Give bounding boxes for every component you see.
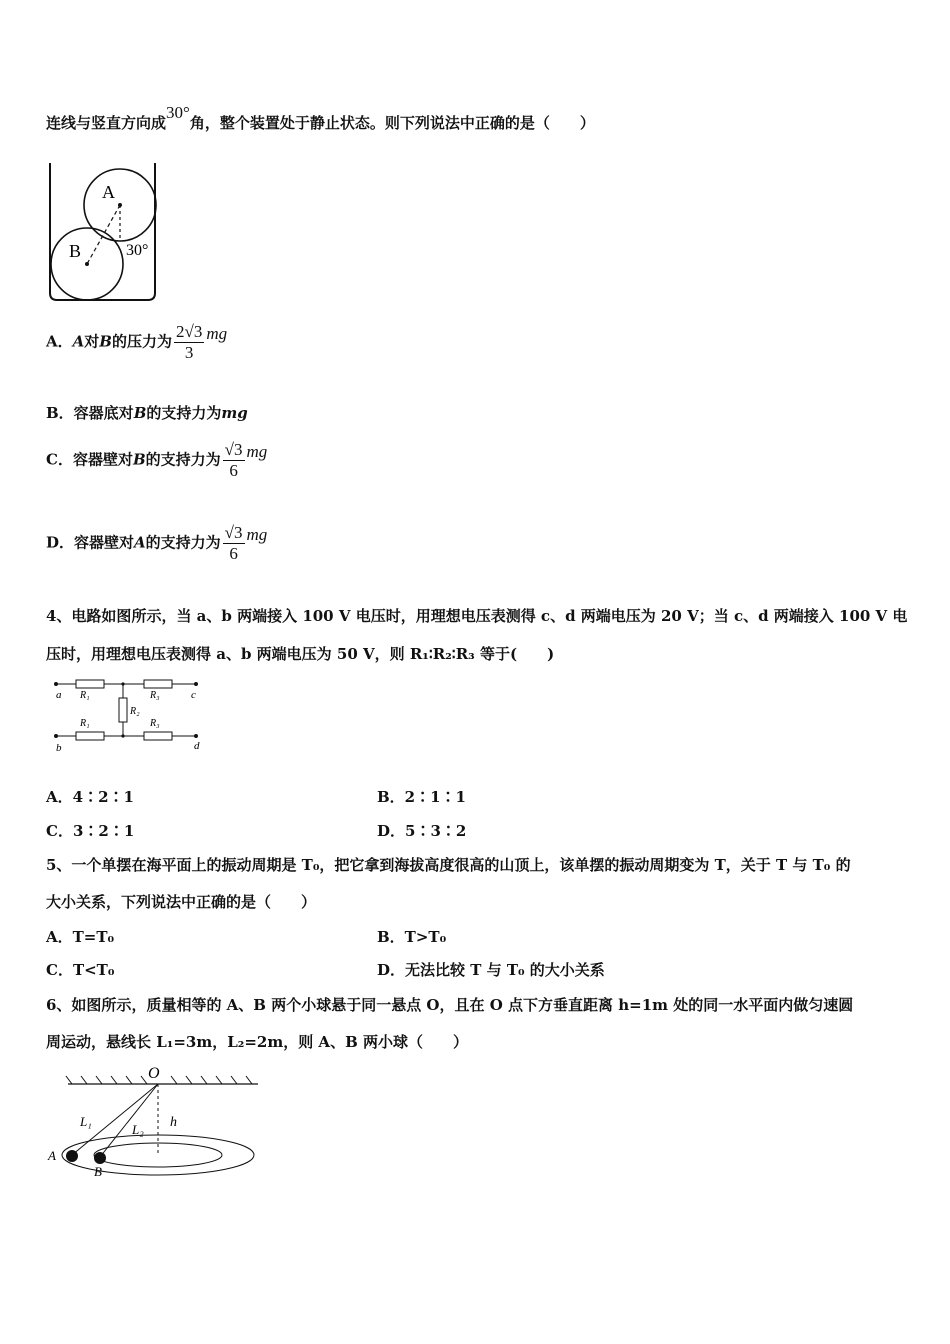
- svg-text:h: h: [170, 1115, 177, 1130]
- string-l2: [100, 1084, 158, 1157]
- q3-option-b[interactable]: B．容器底对B的支持力为mg: [46, 404, 248, 422]
- q5-stem-line1: 5、一个单摆在海平面上的振动周期是 T₀，把它拿到海拔高度很高的山顶上，该单摆的振动周期变为 T，关于 T 与 T₀ 的: [46, 856, 851, 874]
- svg-text:O: O: [148, 1065, 160, 1082]
- svg-text:L₁: L₁: [80, 1114, 92, 1129]
- angle-label: 30°: [126, 242, 149, 259]
- q3-option-d[interactable]: D．容器壁对A的支持力为 $\frac{√3}{6}$ mg: [46, 523, 268, 563]
- q3-spheres-figure: [40, 158, 180, 308]
- label-b: B: [69, 241, 82, 261]
- svg-text:d: d: [194, 740, 200, 752]
- svg-text:R₂: R₂: [130, 706, 140, 717]
- q3-stem: 连线与竖直方向成30°角，整个装置处于静止状态。则下列说法中正确的是（ ）: [46, 103, 595, 132]
- q4-option-c[interactable]: C．3∶2∶1: [46, 822, 135, 840]
- resistor-r1-bottom: [76, 732, 104, 740]
- resistor-r3-bottom: [144, 732, 172, 740]
- q5-stem-line2: 大小关系，下列说法中正确的是（ ）: [46, 893, 317, 911]
- q3-option-a[interactable]: A．A对B的压力为 $\frac{2√3}{3}$ mg: [46, 322, 228, 362]
- q4-stem-line2: 压时，用理想电压表测得 a、b 两端电压为 50 V，则 R₁∶R₂∶R₃ 等于( ): [46, 645, 555, 663]
- q5-option-b[interactable]: B．T>T₀: [377, 928, 447, 946]
- q4-option-d[interactable]: D．5∶3∶2: [377, 822, 467, 840]
- q4-option-b[interactable]: B．2∶1∶1: [377, 788, 466, 806]
- svg-text:R₁: R₁: [80, 718, 90, 729]
- resistor-r3-top: [144, 680, 172, 688]
- q6-stem-line2: 周运动，悬线长 L₁=3m，L₂=2m，则 A、B 两小球（ ）: [46, 1033, 468, 1051]
- svg-text:R₁: R₁: [80, 690, 90, 701]
- ball-b: [94, 1152, 106, 1164]
- q6-pendulum-figure: [44, 1062, 264, 1180]
- q6-stem-line1: 6、如图所示，质量相等的 A、B 两个小球悬于同一悬点 O，且在 O 点下方垂直距离 h=1m 处的同一水平面内做匀速圆: [46, 996, 854, 1014]
- svg-text:R₃: R₃: [150, 718, 160, 729]
- center-line: [87, 205, 120, 264]
- q5-option-a[interactable]: A．T=T₀: [46, 928, 115, 946]
- resistor-r2: [119, 698, 127, 722]
- svg-text:B: B: [94, 1164, 102, 1179]
- ball-a: [66, 1150, 78, 1162]
- q4-circuit-figure: [46, 676, 216, 756]
- resistor-r1-top: [76, 680, 104, 688]
- q5-option-d[interactable]: D．无法比较 T 与 T₀ 的大小关系: [377, 961, 605, 979]
- svg-text:R₃: R₃: [150, 690, 160, 701]
- svg-text:c: c: [191, 689, 196, 701]
- svg-text:A: A: [48, 1148, 56, 1163]
- q3-option-c[interactable]: C．容器壁对B的支持力为 $\frac{√3}{6}$ mg: [46, 440, 268, 480]
- svg-text:L₂: L₂: [132, 1122, 144, 1137]
- svg-text:b: b: [56, 742, 62, 754]
- svg-text:a: a: [56, 689, 62, 701]
- label-a: A: [102, 182, 115, 202]
- q5-option-c[interactable]: C．T<T₀: [46, 961, 115, 979]
- q4-stem-line1: 4、电路如图所示，当 a、b 两端接入 100 V 电压时，用理想电压表测得 c、d 两端电压为 20 V；当 c、d 两端接入 100 V 电: [46, 607, 908, 625]
- q4-option-a[interactable]: A．4∶2∶1: [46, 788, 134, 806]
